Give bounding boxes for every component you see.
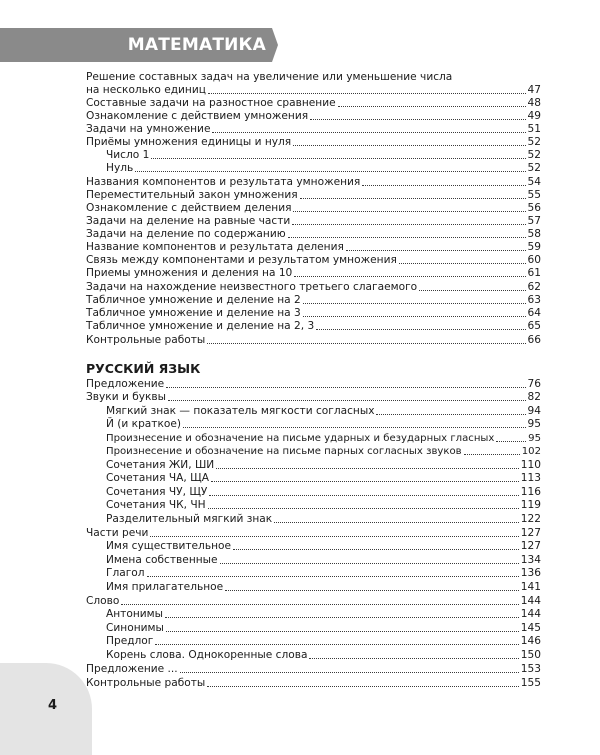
toc-leader (216, 468, 519, 469)
toc-row (86, 294, 541, 307)
toc-page: 56 (527, 202, 541, 214)
toc-row (86, 459, 541, 472)
toc-text: Контрольные работы (86, 334, 206, 346)
toc-page: 94 (527, 405, 541, 417)
toc-leader (274, 522, 519, 523)
toc-text: Связь между компонентами и результатом умножения (86, 254, 397, 266)
toc-leader (399, 263, 526, 264)
toc-page: 54 (527, 176, 541, 188)
toc-row (86, 215, 541, 228)
toc-text: Мягкий знак — показатель мягкости согласных (106, 405, 375, 417)
toc-row (86, 540, 541, 553)
toc-leader (310, 119, 525, 120)
toc-row (86, 149, 541, 162)
toc-leader (292, 224, 525, 225)
toc-text: Число 1 (106, 149, 150, 161)
toc-text: Корень слова. Однокоренные слова (106, 649, 308, 661)
toc-leader (419, 290, 525, 291)
toc-text: Части речи (86, 527, 149, 539)
toc-page: 55 (527, 189, 541, 201)
toc-page: 52 (527, 162, 541, 174)
toc-page: 144 (520, 608, 541, 620)
toc-text: Произнесение и обозначение на письме парных согласных звуков (106, 446, 462, 457)
toc-row (86, 136, 541, 149)
toc-leader (151, 158, 525, 159)
toc-text: Сочетания ЧА, ЩА (106, 472, 209, 484)
toc-text: Контрольные работы (86, 677, 206, 689)
toc-page: 49 (527, 110, 541, 122)
toc-text: Задачи на деление на равные части (86, 215, 291, 227)
toc-page: 95 (528, 433, 541, 444)
toc-row (86, 241, 541, 254)
toc-leader (168, 400, 525, 401)
toc-leader (208, 508, 519, 509)
toc-text: Имя существительное (106, 540, 231, 552)
toc-leader (165, 617, 519, 618)
toc-page: 153 (520, 663, 541, 675)
toc-leader (496, 441, 526, 442)
toc-page: 141 (520, 581, 541, 593)
toc-page: 48 (527, 97, 541, 109)
toc-page: 66 (527, 334, 541, 346)
toc-row (86, 581, 541, 594)
toc-row (86, 486, 541, 499)
toc-leader (294, 276, 525, 277)
toc-page: 95 (527, 418, 541, 430)
toc-text: Глагол (106, 567, 145, 579)
page-corner-tab (0, 663, 92, 755)
toc-row (86, 378, 541, 391)
toc-leader (303, 303, 526, 304)
toc-text: Й (и краткое) (106, 418, 181, 430)
toc-page: 57 (527, 215, 541, 227)
toc-row (86, 267, 541, 280)
toc-page: 60 (527, 254, 541, 266)
toc-row (86, 608, 541, 621)
toc-row (86, 254, 541, 267)
toc-text: Сочетания ЧУ, ЩУ (106, 486, 208, 498)
toc-row (86, 472, 541, 485)
toc-leader (300, 198, 526, 199)
page-number: 4 (48, 698, 58, 713)
toc-row (86, 307, 541, 320)
toc-text: Задачи на деление по содержанию (86, 228, 286, 240)
toc-page: 52 (527, 136, 541, 148)
toc-text: Предложение (86, 378, 165, 390)
toc-page: 52 (527, 149, 541, 161)
toc-text: Разделительный мягкий знак (106, 513, 273, 525)
toc-row (86, 189, 541, 202)
toc-leader (233, 549, 519, 550)
toc-leader (338, 106, 526, 107)
toc-page: 62 (527, 281, 541, 293)
toc-row (86, 391, 541, 404)
toc-leader (180, 672, 519, 673)
toc-leader (212, 132, 525, 133)
toc-text: Произнесение и обозначение на письме ударных и безударных гласных (106, 433, 495, 444)
toc-page: 61 (527, 267, 541, 279)
toc-leader (316, 329, 525, 330)
toc-text: Звуки и буквы (86, 391, 167, 403)
toc-row (86, 202, 541, 215)
toc-text: Задачи на нахождение неизвестного третьего слагаемого (86, 281, 418, 293)
toc-leader (362, 185, 525, 186)
toc-text: Антонимы (106, 608, 163, 620)
toc-leader (183, 427, 526, 428)
toc-row (86, 84, 541, 97)
toc-row (86, 445, 541, 458)
toc-leader (309, 658, 518, 659)
toc-row (86, 320, 541, 333)
toc-leader (207, 343, 525, 344)
toc-leader (135, 171, 525, 172)
toc-text: Приемы умножения и деления на 10 (86, 267, 293, 279)
section-heading: РУССКИЙ ЯЗЫК (86, 361, 201, 376)
toc-leader (225, 590, 519, 591)
toc-page: 82 (527, 391, 541, 403)
toc-leader (303, 316, 526, 317)
toc-row (86, 176, 541, 189)
toc-text: Названия компонентов и результата умножения (86, 176, 361, 188)
toc-page: 59 (527, 241, 541, 253)
toc-row (86, 635, 541, 648)
toc-row (86, 228, 541, 241)
toc-page: 127 (520, 540, 541, 552)
toc-page: 127 (520, 527, 541, 539)
toc-page: 47 (527, 84, 541, 96)
toc-text: Решение составных задач на увеличение или уменьшение числа (86, 71, 453, 83)
toc-text: Сочетания ЧК, ЧН (106, 499, 206, 511)
toc-page: 51 (527, 123, 541, 135)
toc-row (86, 123, 541, 136)
toc-leader (150, 536, 518, 537)
toc-leader (464, 454, 520, 455)
toc-text: Слово (86, 595, 120, 607)
toc-page: 65 (527, 320, 541, 332)
toc-text: Имена собственные (106, 554, 218, 566)
toc-text: Сочетания ЖИ, ШИ (106, 459, 215, 471)
toc-text: Имя прилагательное (106, 581, 224, 593)
toc-page: 64 (527, 307, 541, 319)
toc-row (86, 281, 541, 294)
toc-page: 155 (520, 677, 541, 689)
toc-leader (220, 563, 519, 564)
toc-row (86, 595, 541, 608)
toc-text: Приёмы умножения единицы и нуля (86, 136, 292, 148)
toc-page: 150 (520, 649, 541, 661)
toc-leader (376, 414, 525, 415)
toc-text: Ознакомление с действием умножения (86, 110, 309, 122)
toc-text: Переместительный закон умножения (86, 189, 298, 201)
section-title: МАТЕМАТИКА (127, 35, 266, 55)
toc-page: 58 (527, 228, 541, 240)
toc-text: Предложение ... (86, 663, 178, 675)
toc-page: 76 (527, 378, 541, 390)
toc-leader (166, 387, 525, 388)
toc-leader (207, 686, 519, 687)
toc-page: 145 (520, 622, 541, 634)
toc-text: Предлог (106, 635, 154, 647)
toc-row (86, 334, 541, 347)
toc-row (86, 405, 541, 418)
toc-row (86, 622, 541, 635)
toc-row (86, 677, 541, 690)
toc-text: Название компонентов и результата деления (86, 241, 344, 253)
toc-leader (293, 211, 525, 212)
toc-text: Составные задачи на разностное сравнение (86, 97, 336, 109)
toc-row (86, 554, 541, 567)
toc-leader (166, 631, 519, 632)
toc-leader (346, 250, 526, 251)
toc-row (86, 432, 541, 445)
toc-page: 136 (520, 567, 541, 579)
toc-text: Ознакомление с действием деления (86, 202, 292, 214)
toc-text: Нуль (106, 162, 134, 174)
toc-row (86, 71, 541, 84)
toc-leader (209, 495, 518, 496)
toc-text: Табличное умножение и деление на 2, 3 (86, 320, 315, 332)
toc-row (86, 162, 541, 175)
toc-leader (288, 237, 526, 238)
toc-leader (121, 604, 518, 605)
toc-text: Табличное умножение и деление на 2 (86, 294, 301, 306)
toc-page: 122 (520, 513, 541, 525)
toc-page: 144 (520, 595, 541, 607)
toc-row (86, 663, 541, 676)
toc-page: 110 (520, 459, 541, 471)
toc-leader (211, 481, 519, 482)
toc-page: 119 (520, 499, 541, 511)
toc-leader (147, 576, 519, 577)
toc-row (86, 567, 541, 580)
toc-row (86, 97, 541, 110)
toc-page: 146 (520, 635, 541, 647)
toc-page: 63 (527, 294, 541, 306)
toc-page: 134 (520, 554, 541, 566)
toc-row (86, 513, 541, 526)
toc-leader (208, 93, 526, 94)
toc-text: на несколько единиц (86, 84, 206, 96)
toc-row (86, 418, 541, 431)
toc-text: Табличное умножение и деление на 3 (86, 307, 301, 319)
toc-leader (293, 145, 525, 146)
toc-text: Задачи на умножение (86, 123, 211, 135)
toc-page: 113 (520, 472, 541, 484)
toc-row (86, 649, 541, 662)
toc-row (86, 499, 541, 512)
toc-page: 116 (520, 486, 541, 498)
toc-text: Синонимы (106, 622, 164, 634)
toc-leader (155, 644, 518, 645)
toc-row (86, 110, 541, 123)
toc-page: 102 (521, 446, 541, 457)
toc-row (86, 527, 541, 540)
